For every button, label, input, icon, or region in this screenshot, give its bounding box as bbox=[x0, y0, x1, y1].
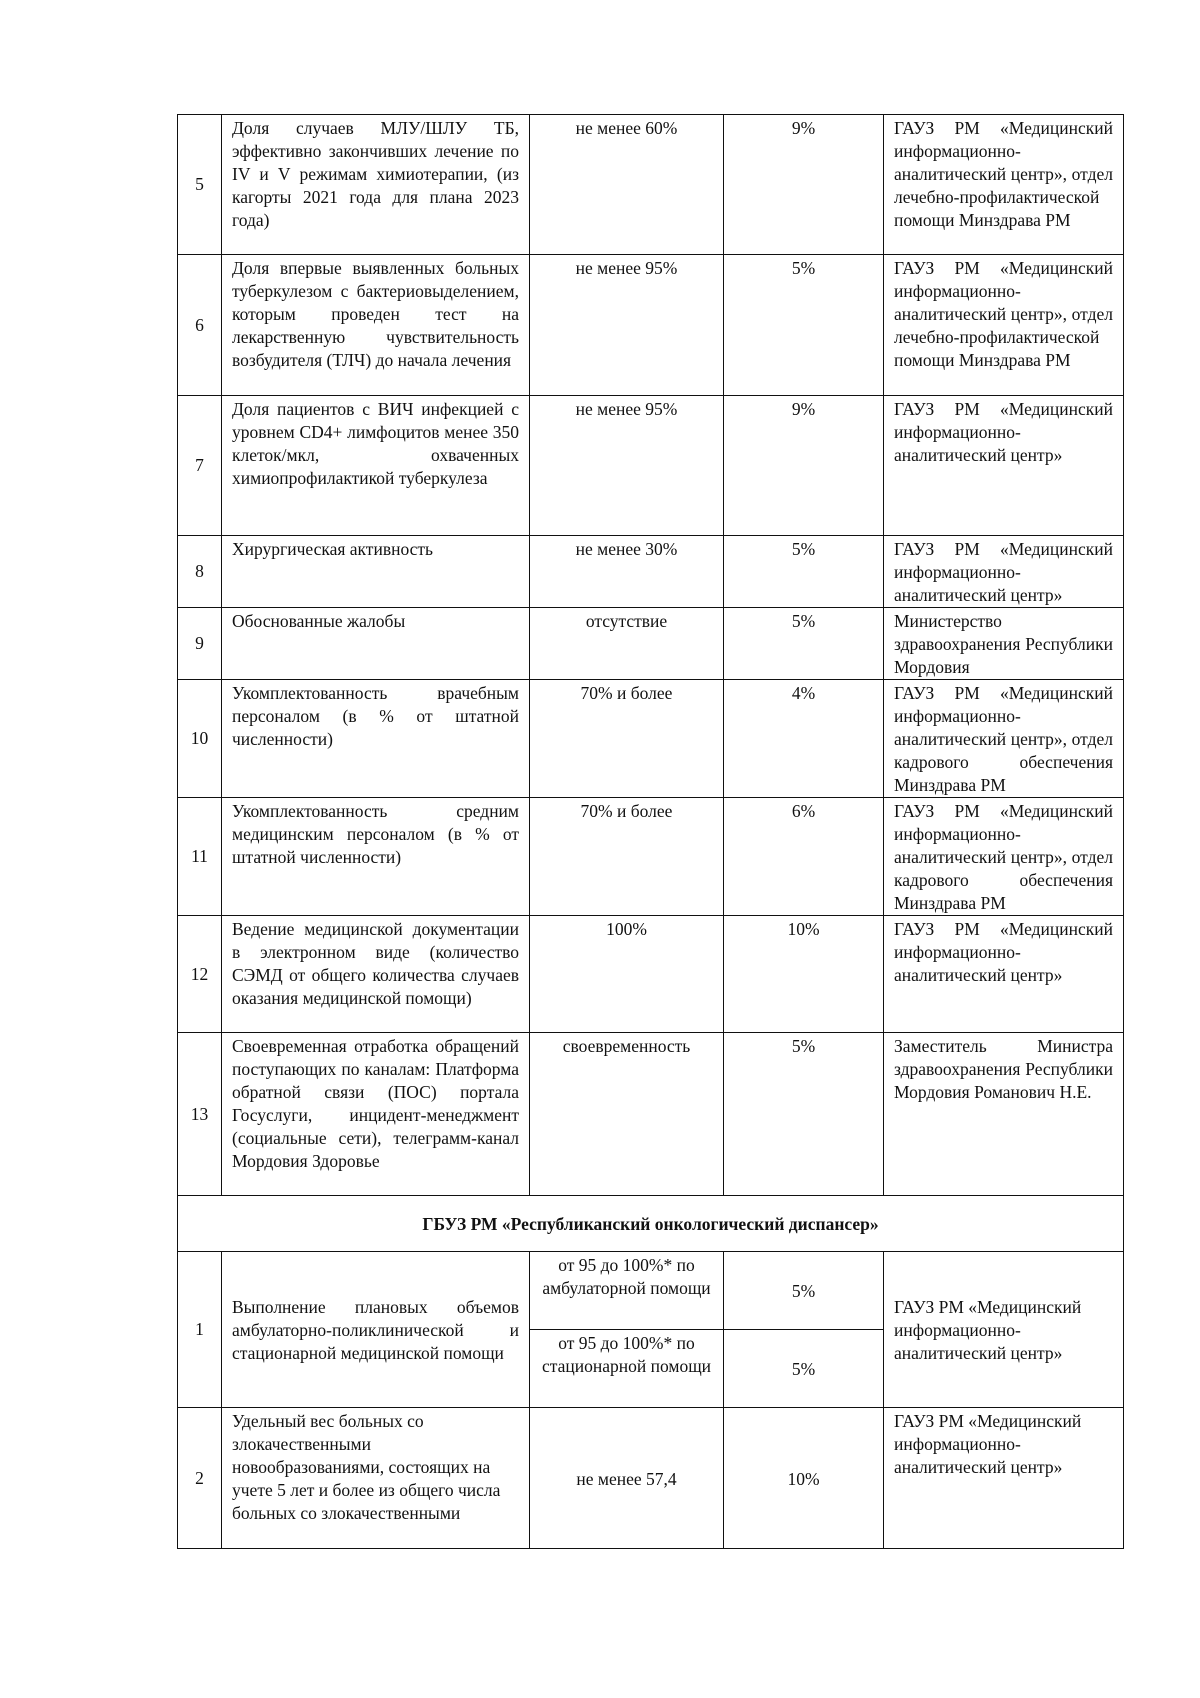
row-number: 1 bbox=[178, 1252, 222, 1408]
responsible-party: ГАУЗ РМ «Медицинский информационно-аналитический центр», отдел лечебно-профилактической помощи Минздрава РМ bbox=[884, 115, 1124, 255]
weight-value: 9% bbox=[724, 396, 884, 536]
responsible-party: ГАУЗ РМ «Медицинский информационно-аналитический центр», отдел кадрового обеспечения Минздрава РМ bbox=[884, 798, 1124, 916]
section-row bbox=[178, 1196, 1124, 1252]
responsible-party: Министерство здравоохранения Республики Мордовия bbox=[884, 608, 1124, 680]
indicator-name: Доля пациентов с ВИЧ инфекцией с уровнем CD4+ лимфоцитов менее 350 клеток/мкл, охваченных химиопрофилактикой туберкулеза bbox=[222, 396, 530, 536]
responsible-party: ГАУЗ РМ «Медицинский информационно-аналитический центр» bbox=[884, 1252, 1124, 1408]
responsible-party: ГАУЗ РМ «Медицинский информационно-аналитический центр», отдел кадрового обеспечения Минздрава РМ bbox=[884, 680, 1124, 798]
row-number: 10 bbox=[178, 680, 222, 798]
indicator-name: Обоснованные жалобы bbox=[222, 608, 530, 680]
row-number: 13 bbox=[178, 1033, 222, 1196]
responsible-party: ГАУЗ РМ «Медицинский информационно-аналитический центр» bbox=[884, 536, 1124, 608]
weight-value: 4% bbox=[724, 680, 884, 798]
indicator-name: Доля случаев МЛУ/ШЛУ ТБ, эффективно закончивших лечение по IV и V режимам химиотерапии, (из кагорты 2021 года для плана 2023 года) bbox=[222, 115, 530, 255]
row-number: 5 bbox=[178, 115, 222, 255]
weight-value: 5% bbox=[724, 1033, 884, 1196]
row-number: 11 bbox=[178, 798, 222, 916]
target-value: от 95 до 100%* по амбулаторной помощи bbox=[530, 1252, 724, 1330]
row-number: 2 bbox=[178, 1408, 222, 1549]
weight-value: 9% bbox=[724, 115, 884, 255]
table-row bbox=[178, 1033, 1124, 1196]
target-value: не менее 95% bbox=[530, 396, 724, 536]
table-row bbox=[178, 1252, 1124, 1330]
weight-value: 5% bbox=[724, 536, 884, 608]
target-value: не менее 60% bbox=[530, 115, 724, 255]
indicator-name: Хирургическая активность bbox=[222, 536, 530, 608]
indicator-name: Укомплектованность врачебным персоналом (в % от штатной численности) bbox=[222, 680, 530, 798]
target-value: 100% bbox=[530, 916, 724, 1033]
weight-value: 5% bbox=[724, 608, 884, 680]
row-number: 9 bbox=[178, 608, 222, 680]
indicator-name: Укомплектованность средним медицинским персоналом (в % от штатной численности) bbox=[222, 798, 530, 916]
table-row bbox=[178, 608, 1124, 680]
target-value: не менее 95% bbox=[530, 255, 724, 396]
weight-value: 5% bbox=[724, 255, 884, 396]
target-value: своевременность bbox=[530, 1033, 724, 1196]
table-row bbox=[178, 680, 1124, 798]
table-row bbox=[178, 1408, 1124, 1549]
table-row bbox=[178, 536, 1124, 608]
indicator-name: Выполнение плановых объемов амбулаторно-поликлинической и стационарной медицинской помощи bbox=[222, 1252, 530, 1408]
weight-value: 5% bbox=[724, 1330, 884, 1408]
target-value: не менее 57,4 bbox=[530, 1408, 724, 1549]
table-row bbox=[178, 115, 1124, 255]
table-row bbox=[178, 798, 1124, 916]
indicator-name: Доля впервые выявленных больных туберкулезом с бактериовыделением, которым проведен тест на лекарственную чувствительность возбудителя (ТЛЧ) до начала лечения bbox=[222, 255, 530, 396]
section-heading: ГБУЗ РМ «Республиканский онкологический диспансер» bbox=[178, 1196, 1124, 1252]
row-number: 6 bbox=[178, 255, 222, 396]
target-value: не менее 30% bbox=[530, 536, 724, 608]
target-value: от 95 до 100%* по стационарной помощи bbox=[530, 1330, 724, 1408]
indicator-name: Своевременная отработка обращений поступающих по каналам: Платформа обратной связи (ПОС) портала Госуслуги, инцидент-менеджмент (социальные сети), телеграмм-канал Мордовия Здоровье bbox=[222, 1033, 530, 1196]
target-value: отсутствие bbox=[530, 608, 724, 680]
row-number: 12 bbox=[178, 916, 222, 1033]
responsible-party: ГАУЗ РМ «Медицинский информационно-аналитический центр» bbox=[884, 396, 1124, 536]
weight-value: 10% bbox=[724, 1408, 884, 1549]
responsible-party: ГАУЗ РМ «Медицинский информационно-аналитический центр» bbox=[884, 1408, 1124, 1549]
table-row bbox=[178, 255, 1124, 396]
row-number: 7 bbox=[178, 396, 222, 536]
target-value: 70% и более bbox=[530, 798, 724, 916]
weight-value: 6% bbox=[724, 798, 884, 916]
responsible-party: Заместитель Министра здравоохранения Республики Мордовия Романович Н.Е. bbox=[884, 1033, 1124, 1196]
responsible-party: ГАУЗ РМ «Медицинский информационно-аналитический центр» bbox=[884, 916, 1124, 1033]
table-row bbox=[178, 396, 1124, 536]
table-row bbox=[178, 916, 1124, 1033]
indicator-name: Ведение медицинской документации в электронном виде (количество СЭМД от общего количества случаев оказания медицинской помощи) bbox=[222, 916, 530, 1033]
target-value: 70% и более bbox=[530, 680, 724, 798]
weight-value: 10% bbox=[724, 916, 884, 1033]
weight-value: 5% bbox=[724, 1252, 884, 1330]
responsible-party: ГАУЗ РМ «Медицинский информационно-аналитический центр», отдел лечебно-профилактической помощи Минздрава РМ bbox=[884, 255, 1124, 396]
indicator-name: Удельный вес больных со злокачественными новообразованиями, состоящих на учете 5 лет и более из общего числа больных со злокачественными bbox=[222, 1408, 530, 1549]
row-number: 8 bbox=[178, 536, 222, 608]
indicators-table bbox=[177, 114, 1124, 1549]
